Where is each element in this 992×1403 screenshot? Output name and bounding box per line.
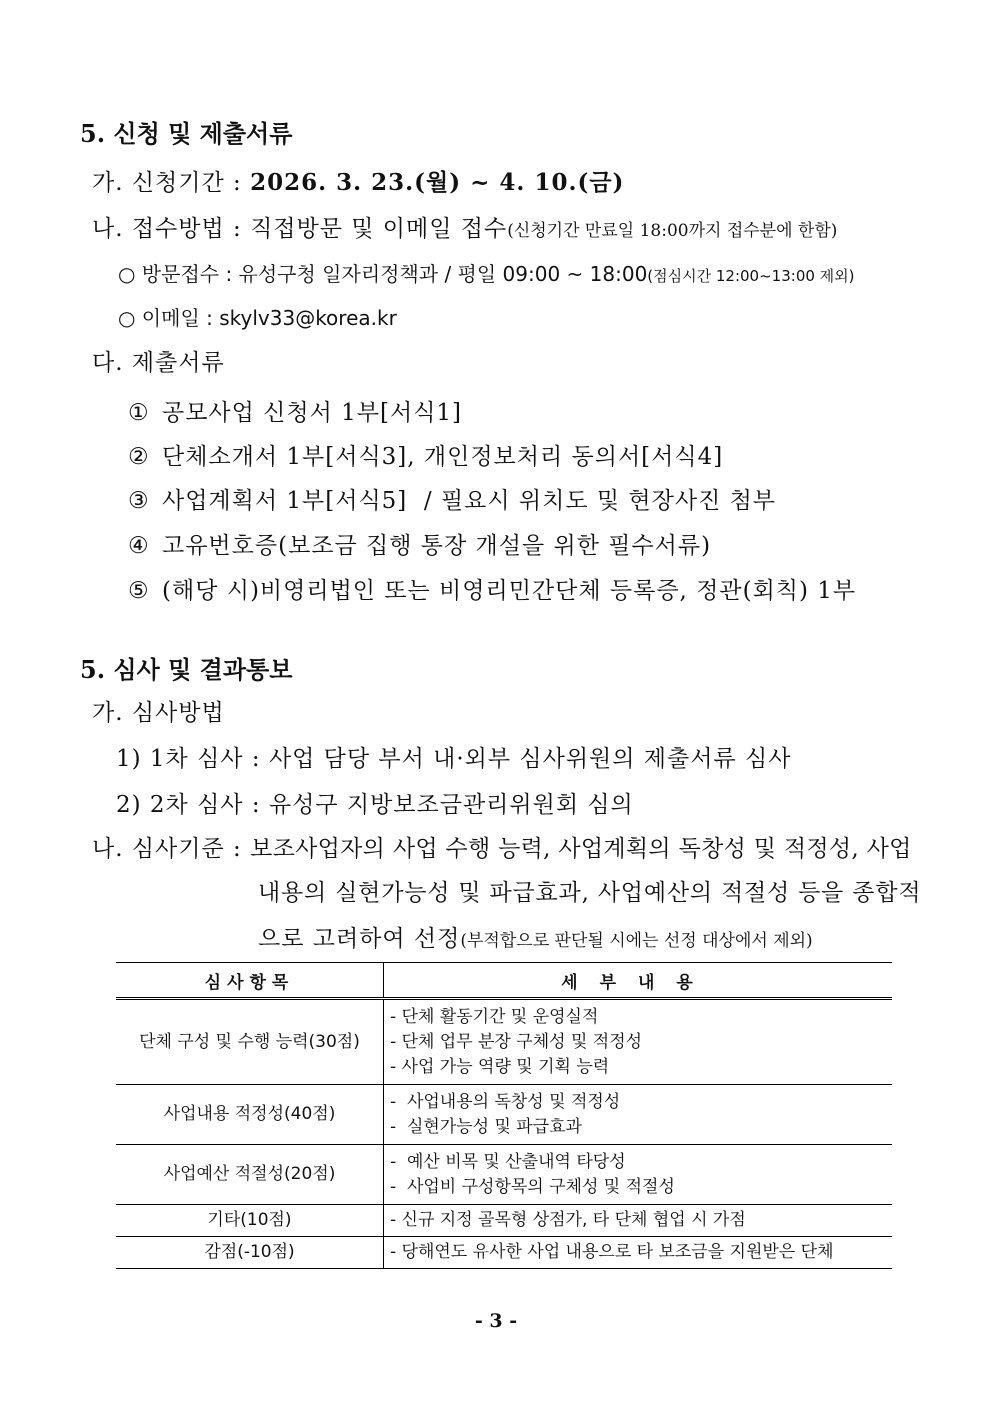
email-submission: ○ 이메일 : skylv33@korea.kr <box>118 306 397 330</box>
table-row <box>116 1205 892 1237</box>
table-header-row <box>116 963 892 999</box>
section-heading-review: 5. 심사 및 결과통보 <box>80 655 293 684</box>
document-item-number: ② <box>128 444 150 470</box>
document-item <box>128 527 711 560</box>
review-criteria-text: 보조사업자의 사업 수행 능력, 사업계획의 독창성 및 적정성, 사업 <box>250 836 912 862</box>
table-cell-item: 단체 구성 및 수행 능력(30점) <box>116 999 384 1085</box>
documents-label: 다. 제출서류 <box>92 350 225 376</box>
review-criteria <box>92 830 912 863</box>
submission-method <box>92 210 837 243</box>
document-item-number: ③ <box>128 488 150 514</box>
table-row <box>116 1237 892 1269</box>
application-period-value: 2026. 3. 23.(월) ~ 4. 10.(금) <box>250 169 625 196</box>
review-method-label: 가. 심사방법 <box>92 700 225 726</box>
detail-line: - 사업내용의 독창성 및 적정성 <box>390 1091 621 1112</box>
document-item <box>128 482 776 515</box>
detail-line: - 실현가능성 및 파급효과 <box>390 1116 582 1137</box>
review-step: 1) 1차 심사 : 사업 담당 부서 내·외부 심사위원의 제출서류 심사 <box>116 746 792 772</box>
document-item-number: ④ <box>128 533 150 559</box>
visit-submission <box>118 258 855 287</box>
table-row <box>116 999 892 1085</box>
table-header-details: 세부내용 <box>384 963 893 999</box>
table-cell-item: 기타(10점) <box>116 1205 384 1237</box>
document-item-number: ① <box>128 400 150 426</box>
page-number: - 3 - <box>474 1310 518 1332</box>
table-cell-details <box>384 1237 893 1269</box>
detail-line: - 신규 지정 골목형 상점가, 타 단체 협업 시 가점 <box>390 1210 746 1230</box>
table-cell-details <box>384 1145 893 1205</box>
review-step: 2) 2차 심사 : 유성구 지방보조금관리위원회 심의 <box>116 792 634 818</box>
visit-submission-label: ○ 방문접수 : 유성구청 일자리정책과 / 평일 09:00 ~ 18:00 <box>118 262 648 286</box>
review-criteria-text <box>258 920 813 953</box>
document-item-text: 단체소개서 1부[서식3], 개인정보처리 동의서[서식4] <box>162 444 724 470</box>
detail-line: - 단체 활동기간 및 운영실적 <box>390 1006 599 1027</box>
submission-method-label: 나. 접수방법 : 직접방문 및 이메일 접수 <box>92 216 508 242</box>
detail-line: - 당해연도 유사한 사업 내용으로 타 보조금을 지원받은 단체 <box>390 1242 834 1262</box>
application-period <box>92 164 624 197</box>
detail-line: - 단체 업무 분장 구체성 및 적정성 <box>390 1031 643 1052</box>
document-item-number: ⑤ <box>128 578 150 604</box>
table-cell-item: 감점(-10점) <box>116 1237 384 1269</box>
table-cell-item: 사업예산 적절성(20점) <box>116 1145 384 1205</box>
review-criteria-table <box>116 962 892 1269</box>
document-item <box>128 572 856 605</box>
application-period-label: 가. 신청기간 : <box>92 170 251 196</box>
table-cell-details <box>384 1085 893 1145</box>
document-item-text: 사업계획서 1부[서식5] / 필요시 위치도 및 현장사진 첨부 <box>162 488 777 514</box>
table-header-item: 심사항목 <box>116 963 384 999</box>
document-item-text: 고유번호증(보조금 집행 통장 개설을 위한 필수서류) <box>162 533 712 559</box>
document-item-text: 공모사업 신청서 1부[서식1] <box>162 400 463 426</box>
submission-method-note: (신청기간 만료일 18:00까지 접수분에 한함) <box>507 221 838 241</box>
table-row <box>116 1085 892 1145</box>
table-cell-details <box>384 1205 893 1237</box>
section-heading-application: 5. 신청 및 제출서류 <box>80 119 293 148</box>
review-criteria-text: 내용의 실현가능성 및 파급효과, 사업예산의 적절성 등을 종합적 <box>258 880 922 906</box>
detail-line: - 예산 비목 및 산출내역 타당성 <box>390 1151 626 1172</box>
detail-line: - 사업비 구성항목의 구체성 및 적절성 <box>390 1176 675 1197</box>
document-item <box>128 394 462 427</box>
review-criteria-note: (부적합으로 판단될 시에는 선정 대상에서 제외) <box>460 931 813 951</box>
detail-line: - 사업 가능 역량 및 기획 능력 <box>390 1056 610 1077</box>
review-criteria-text-end: 으로 고려하여 선정 <box>258 926 461 952</box>
document-item <box>128 438 723 471</box>
table-cell-details <box>384 999 893 1085</box>
table-cell-item: 사업내용 적정성(40점) <box>116 1085 384 1145</box>
review-criteria-label: 나. 심사기준 : <box>92 836 251 862</box>
visit-submission-note: (점심시간 12:00~13:00 제외) <box>647 267 855 285</box>
document-item-text: (해당 시)비영리법인 또는 비영리민간단체 등록증, 정관(회칙) 1부 <box>162 578 857 604</box>
table-row <box>116 1145 892 1205</box>
